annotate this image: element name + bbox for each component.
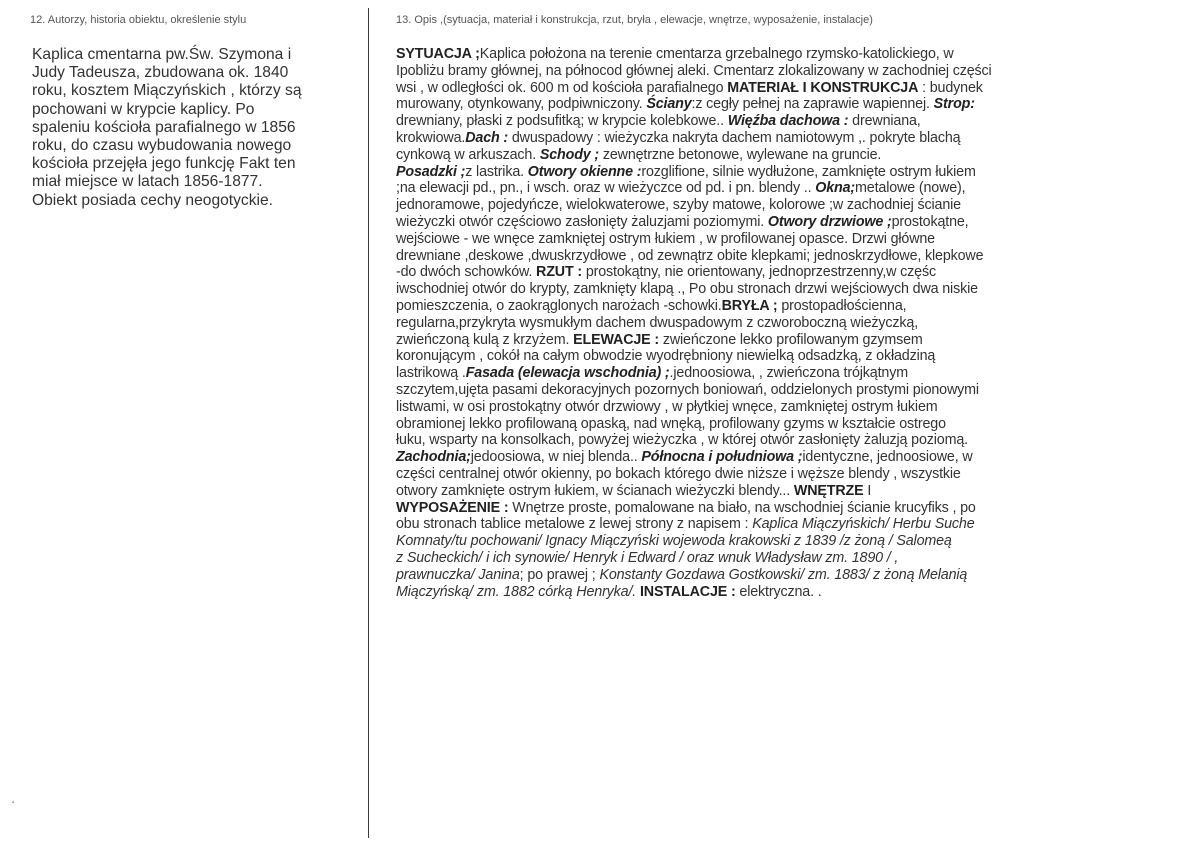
styled-text-run: Otwory okienne :: [527, 163, 642, 180]
text-run: szczytem,ujęta pasami dekoracyjnych pozornych boniowań, oddzielonych prostymi pionowymi: [396, 381, 979, 398]
right-column: [396, 14, 1144, 600]
right-column-header: 13. Opis ,(sytuacja, materiał i konstrukcja, rzut, bryła , elewacje, wnętrze, wyposażenie, instalacje): [396, 14, 873, 26]
text-run: ;na elewacji pd., pn., i wsch. oraz w wieżyczce od pd. i pn. blendy ..: [396, 180, 816, 197]
styled-text-run: MATERIAŁ I KONSTRUKCJA: [727, 79, 919, 96]
column-divider: [368, 8, 369, 838]
left-text-line: Kaplica cmentarna pw.Św. Szymona i: [32, 46, 292, 63]
text-run: Ipobliżu bramy głównej, na północod głównej aleki. Cmentarz zlokalizowany w zachodniej części: [396, 62, 992, 79]
right-text-line: [396, 332, 1144, 349]
text-run: wieżyczki otwór częściowo zasłonięty żaluzjami poziomymi.: [396, 213, 768, 230]
right-text-line: [396, 113, 1144, 130]
left-column: [32, 14, 362, 210]
text-run: koronującym , cokół na całym obwodzie wyodrębniony niewielką odsadzką, z okładziną: [396, 348, 936, 365]
styled-text-run: Posadzki ;: [396, 163, 466, 180]
styled-text-run: WYPOSAŻENIE :: [396, 499, 509, 516]
text-run: rozglifione, silnie wydłużone, zamknięte ostrym łukiem: [641, 163, 976, 180]
text-run: pomieszczenia, o zaokrąglonych narożach -schowki.: [396, 297, 722, 314]
right-text-line: [396, 483, 1144, 500]
right-text-line: [396, 315, 1144, 332]
text-run: metalowe (nowe),: [855, 180, 966, 197]
text-run: : budynek: [918, 79, 983, 96]
text-run: łuku, wsparty na konsolkach, powyżej wieżyczka , w której otwór zasłonięty żaluzją poziomą.: [396, 432, 968, 449]
styled-text-run: SYTUACJA ;: [396, 46, 480, 62]
styled-text-run: INSTALACJE :: [639, 583, 736, 600]
text-run: drewniana,: [848, 113, 921, 130]
right-text-line: [396, 432, 1144, 449]
text-run: ; po prawej ;: [519, 566, 600, 583]
text-run: krokwiowa.: [396, 129, 466, 146]
left-text-line: roku, do czasu wybudowania nowego: [32, 137, 292, 155]
right-text-line: [396, 500, 1144, 517]
left-text-line: Obiekt posiada cechy neogotyckie.: [32, 191, 273, 209]
right-text-line: [396, 567, 1144, 584]
text-run: I: [863, 482, 872, 499]
text-run: obu stronach tablice metalowe z lewej strony z napisem :: [396, 516, 753, 533]
left-column-header: 12. Autorzy, historia obiektu, określenie stylu: [30, 14, 247, 26]
right-text-line: [396, 147, 1144, 164]
text-run: jedoosiowa, w niej blenda..: [470, 449, 642, 466]
right-text-line: [396, 180, 1144, 197]
margin-mark: ʻ: [12, 800, 15, 811]
left-text-line: spaleniu kościoła parafialnego w 1856: [32, 118, 296, 136]
text-run: elektryczna. .: [735, 583, 822, 600]
text-run: wsi , w odległości ok. 600 m od kościoła parafialnego: [396, 79, 728, 96]
right-text-line: [396, 533, 1144, 550]
text-run: Wnętrze proste, pomalowane na biało, na wschodniej ścianie krucyfiks , po: [508, 499, 976, 516]
right-text-line: [396, 449, 1144, 466]
left-column-body: [32, 46, 362, 210]
right-text-line: [396, 130, 1144, 147]
styled-text-run: prawnuczka/ Janina: [396, 566, 520, 583]
styled-text-run: Kaplica Miączyńskich/ Herbu Suche: [752, 516, 975, 533]
text-run: zewnętrzne betonowe, wylewane na gruncie.: [599, 146, 882, 163]
text-run: obramionej lekko profilowaną opaską, nad wnęką, profilowany gzyms w kształcie ostrego: [396, 415, 946, 432]
text-run: lastrikową .: [396, 365, 466, 382]
left-text-line: roku, kosztem Miączyńskich , którzy są: [32, 82, 302, 100]
styled-text-run: BRYŁA ;: [721, 297, 778, 314]
text-run: jednoramowe, pojedyńcze, wielokwaterowe, szyby matowe, kolorowe ;w zachodniej ścianie: [396, 197, 961, 214]
styled-text-run: Ściany: [646, 96, 692, 113]
text-run: zwieńczone lekko profilowanym gzymsem: [659, 331, 923, 348]
right-text-line: [396, 281, 1144, 298]
text-run: z lastrika.: [465, 163, 528, 180]
text-run: murowany, otynkowany, podpiwniczony.: [396, 96, 647, 113]
styled-text-run: z Sucheckich/ i ich synowie/ Henryk i Edward / oraz wnuk Władysław zm. 1890 / ,: [396, 549, 899, 566]
text-run: :z cegły pełnej na zaprawie wapiennej.: [691, 96, 934, 113]
text-run: Kaplica położona na terenie cmentarza grzebalnego rzymsko-katolickiego, w: [479, 46, 954, 62]
right-text-line: [396, 164, 1144, 181]
text-run: prostokątne,: [891, 213, 969, 230]
right-text-line: [396, 248, 1144, 265]
text-run: otwory zamknięte ostrym łukiem, w ścianach wieżyczki blendy...: [396, 482, 794, 499]
text-run: cynkową w arkuszach.: [396, 146, 540, 163]
right-text-line: [396, 96, 1144, 113]
right-text-line: [396, 214, 1144, 231]
right-text-line: [396, 584, 1144, 601]
left-text-line: pochowani w krypcie kaplicy. Po: [32, 100, 255, 118]
styled-text-run: Zachodnia;: [396, 449, 471, 466]
styled-text-run: Komnaty/tu pochowani/ Ignacy Miączyński wojewoda krakowski z 1839 /z żoną / Salomeą: [396, 533, 952, 550]
text-run: -do dwóch schowków.: [396, 264, 537, 281]
right-text-line: [396, 516, 1144, 533]
right-text-line: [396, 298, 1144, 315]
styled-text-run: Okna;: [815, 180, 856, 197]
text-run: identyczne, jednoosiowe, w: [802, 449, 973, 466]
text-run: regularna,przykryta wysmukłym dachem dwuspadowym z czworoboczną wieżyczką,: [396, 314, 919, 331]
right-text-line: [396, 80, 1144, 97]
styled-text-run: Północna i południowa ;: [641, 449, 803, 466]
right-text-line: [396, 382, 1144, 399]
text-run: drewniany, płaski z podsufitką; w krypcie kolebkowe..: [396, 113, 728, 130]
text-run: części centralnej otwór okienny, po bokach którego dwie niższe i węższe blendy , wszystkie: [396, 465, 961, 482]
styled-text-run: Więźba dachowa :: [727, 113, 849, 130]
right-text-line: [396, 348, 1144, 365]
right-text-line: [396, 550, 1144, 567]
right-text-line: [396, 416, 1144, 433]
text-run: dwuspadowy : wieżyczka nakryta dachem namiotowym ,. pokryte blachą: [508, 129, 961, 146]
right-text-line: [396, 399, 1144, 416]
right-text-line: [396, 46, 1144, 63]
styled-text-run: ELEWACJE :: [573, 331, 659, 348]
styled-text-run: Otwory drzwiowe ;: [767, 213, 892, 230]
text-run: zwieńczoną kulą z krzyżem.: [396, 331, 574, 348]
right-text-line: [396, 197, 1144, 214]
left-text-line: Judy Tadeusza, zbudowana ok. 1840: [32, 64, 289, 82]
right-column-body: [396, 46, 1144, 600]
styled-text-run: WNĘTRZE: [793, 482, 864, 499]
text-run: prostokątny, nie orientowany, jednoprzestrzenny,w częśc: [582, 264, 936, 281]
styled-text-run: Fasada (elewacja wschodnia) ;: [465, 365, 670, 382]
styled-text-run: Miączyńską/ zm. 1882 córką Henryka/.: [396, 583, 637, 600]
text-run: iwschodniej otwór do krypty, zamknięty klapą ., Po obu stronach drzwi wejściowych dwa niskie: [396, 281, 978, 298]
styled-text-run: Schody ;: [539, 146, 600, 163]
text-run: drewniane ,deskowe ,dwuskrzydłowe , od zewnątrz obite klepkami; jednoskrzydłowe, klepkowe: [396, 247, 984, 264]
text-run: wejściowe - we wnęce zamkniętej ostrym łukiem , w profilowanej opasce. Drzwi główne: [396, 230, 935, 247]
right-text-line: [396, 365, 1144, 382]
text-run: .jednoosiowa, , zwieńczona trójkątnym: [669, 365, 908, 382]
right-text-line: [396, 466, 1144, 483]
styled-text-run: RZUT :: [536, 264, 582, 281]
styled-text-run: Strop:: [933, 96, 975, 113]
text-run: prostopadłościenna,: [777, 297, 907, 314]
styled-text-run: Dach :: [465, 129, 509, 146]
right-text-line: [396, 231, 1144, 248]
right-text-line: [396, 63, 1144, 80]
left-text-line: miał miejsce w latach 1856-1877.: [32, 173, 263, 191]
styled-text-run: Konstanty Gozdawa Gostkowski/ zm. 1883/ z żoną Melanią: [599, 566, 968, 583]
right-text-line: [396, 264, 1144, 281]
text-run: listwami, w osi prostokątny otwór drzwiowy , w płytkiej wnęce, zamkniętej ostrym łukiem: [396, 398, 938, 415]
left-text-line: kościoła przejęła jego funkcję Fakt ten: [32, 155, 296, 173]
